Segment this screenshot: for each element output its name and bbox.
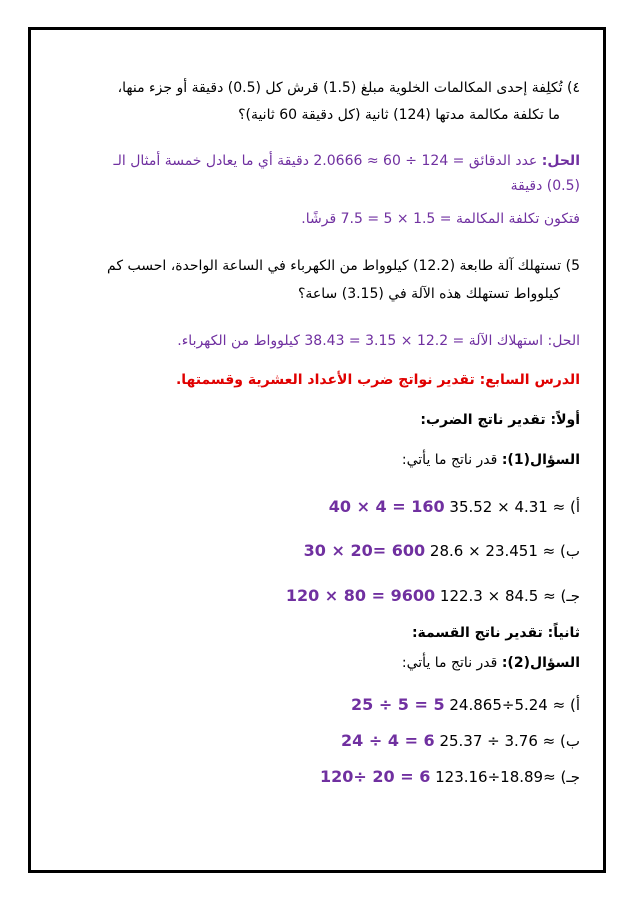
item-expression: 28.6 × 23.451 ≈ [429, 542, 556, 560]
item-expression: 25.37 ÷ 3.76 ≈ [439, 732, 556, 750]
multiplication-item-c [286, 586, 580, 605]
question-1-label: السؤال(1): [501, 452, 580, 468]
division-item-b [341, 731, 580, 750]
item-prefix: أ) [569, 696, 580, 714]
question-1-text: قدر ناتج ما يأتي: [401, 452, 498, 468]
item-approximation: 30 × 20= 600 [303, 541, 426, 560]
item-prefix: جـ) [560, 587, 580, 605]
item-prefix: جـ) [560, 768, 580, 786]
item-prefix: أ) [569, 498, 580, 516]
item-expression: 24.865÷5.24 ≈ [449, 696, 566, 714]
question-2-text: قدر ناتج ما يأتي: [401, 655, 498, 671]
division-item-c [320, 767, 580, 786]
item-expression: 123.16÷18.89≈ [435, 768, 556, 786]
item-prefix: ب) [560, 542, 580, 560]
section-heading-division: ثانياً: تقدير ناتج القسمة: [411, 625, 580, 641]
item-approximation: 40 × 4 = 160 [328, 497, 445, 516]
item-approximation: 25 ÷ 5 = 5 [350, 695, 445, 714]
item-prefix: ب) [560, 732, 580, 750]
multiplication-item-b [304, 541, 580, 560]
item-expression: 35.52 × 4.31 ≈ [449, 498, 566, 516]
problem-4-solution-line-3: فتكون تكلفة المكالمة = 1.5 × 5 = 7.5 قرشًا. [301, 211, 580, 227]
item-approximation: 24 ÷ 4 = 6 [341, 731, 435, 750]
question-2-label: السؤال(2): [501, 655, 580, 671]
item-approximation: 120 × 80 = 9600 [285, 586, 436, 605]
problem-5-solution: الحل: استهلاك الآلة = 12.2 × 3.15 = 38.43 كيلوواط من الكهرباء. [177, 333, 580, 349]
multiplication-item-a [329, 497, 580, 516]
item-approximation: 120÷ 20 = 6 [320, 767, 431, 786]
solution-text: عدد الدقائق = 124 ÷ 60 ≈ 2.0666 دقيقة أي ما يعادل خمسة أمثال الـ [113, 153, 538, 169]
question-2-line [402, 655, 580, 671]
lesson-title: الدرس السابع: تقدير نواتج ضرب الأعداد العشرية وقسمتها. [175, 372, 580, 388]
solution-label: الحل: [541, 153, 580, 169]
problem-5-line-2: كيلوواط تستهلك هذه الآلة في (3.15) ساعة؟ [297, 286, 560, 302]
item-expression: 122.3 × 84.5 ≈ [439, 587, 556, 605]
question-1-line [402, 452, 580, 468]
problem-4-line-1: ٤) تُكلِفة إحدى المكالمات الخلوية مبلغ (1.5) قرش كل (0.5) دقيقة أو جزء منها، [117, 80, 580, 96]
problem-4-line-2: ما تكلفة مكالمة مدتها (124) ثانية (كل دقيقة 60 ثانية)؟ [238, 107, 560, 123]
problem-4-solution-line-2: (0.5) دقيقة [510, 178, 580, 194]
problem-4-solution-line-1 [114, 153, 581, 169]
problem-5-line-1: 5) تستهلك آلة طابعة (12.2) كيلوواط من الكهرباء في الساعة الواحدة، احسب كم [107, 258, 580, 274]
section-heading-multiplication: أولاً: تقدير ناتج الضرب: [420, 412, 580, 428]
division-item-a [351, 695, 580, 714]
